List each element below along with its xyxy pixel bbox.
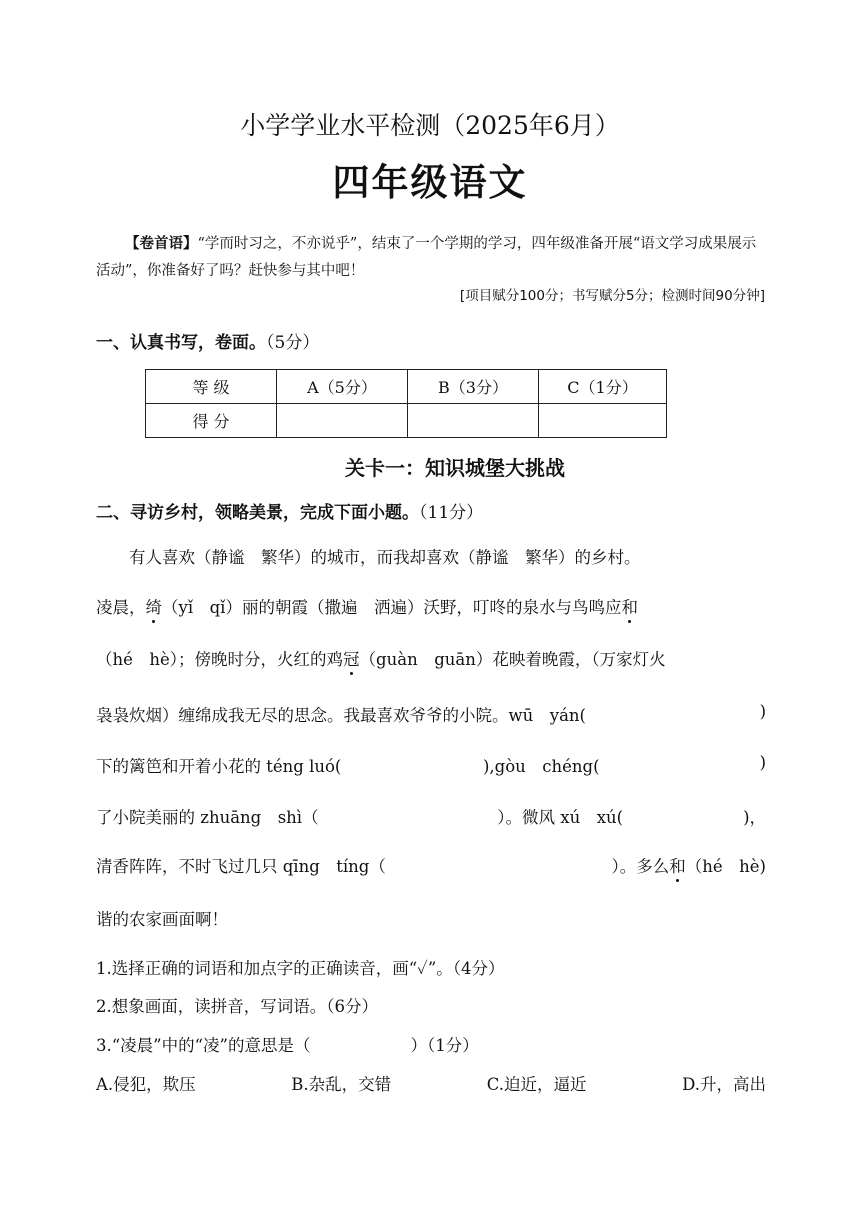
dotted-char: 和 [621, 598, 638, 617]
question-3: 3.“凌晨”中的“凌”的意思是（ ）（1分） [96, 1036, 479, 1055]
answer-blank-end: ) [759, 702, 766, 721]
score-cell[interactable] [277, 404, 408, 438]
section1-title: 一、认真书写，卷面。 [96, 333, 266, 353]
preface-text: “学而时习之，不亦说乎”，结束了一个学期的学习，四年级准备开展“语文学习成果展示活动”，你准备好了吗？赶快参与其中吧！ [96, 236, 757, 279]
question-3-options [96, 1071, 766, 1095]
option-d[interactable]: D.升，高出 [682, 1075, 766, 1094]
challenge-title: 关卡一：知识城堡大挑战 [345, 456, 565, 480]
option-c[interactable]: C.迫近，逼近 [486, 1075, 587, 1094]
table-header-cell: B（3分） [408, 370, 539, 404]
exam-title: 小学学业水平检测（2025年6月） [240, 111, 620, 140]
passage-line: 凌晨，绮（yǐ qǐ）丽的朝霞（撒遍 洒遍）沃野，叮咚的泉水与鸟鸣应和 [96, 598, 638, 617]
section1-heading [96, 328, 319, 353]
table-row [146, 404, 667, 438]
question-2: 2.想象画面，读拼音，写词语。（6分） [96, 997, 378, 1016]
exam-subject: 四年级语文 [332, 161, 528, 204]
dotted-char: 绮 [145, 598, 162, 617]
passage-line: 袅袅炊烟）缠绵成我无尽的思念。我最喜欢爷爷的小院。wū yán( ) [96, 702, 766, 725]
dotted-char: 冠 [343, 650, 360, 669]
table-row-label: 得 分 [146, 404, 277, 438]
table-row [146, 370, 667, 404]
question-1: 1.选择正确的词语和加点字的正确读音，画“✓”。（4分） [96, 959, 505, 978]
passage-line: 了小院美丽的 zhuāng shì（ ）。微风 xú xú( )， [96, 808, 766, 827]
section2-points: （11分） [419, 503, 484, 523]
passage-line: 谐的农家画面啊！ [96, 910, 228, 929]
passage-line: 清香阵阵，不时飞过几只 qīng tíng（ ）。多么和（hé hè) [96, 857, 766, 876]
option-b[interactable]: B.杂乱，交错 [291, 1075, 392, 1094]
table-header-cell: A（5分） [277, 370, 408, 404]
option-a[interactable]: A.侵犯，欺压 [96, 1075, 196, 1094]
score-cell[interactable] [539, 404, 667, 438]
preface [96, 230, 766, 285]
passage-line: 有人喜欢（静谧 繁华）的城市，而我却喜欢（静谧 繁华）的乡村。 [129, 548, 641, 567]
section1-points: （5分） [266, 333, 320, 353]
dotted-char: 和 [669, 857, 686, 876]
table-header-cell: 等 级 [146, 370, 277, 404]
passage-line: （hé hè）；傍晚时分，火红的鸡冠（guàn guān）花映着晚霞，（万家灯火 [96, 650, 666, 669]
scoring-info: [项目赋分100分；书写赋分5分；检测时间90分钟] [459, 288, 765, 304]
section2-title: 二、寻访乡村，领略美景，完成下面小题。 [96, 503, 419, 523]
table-header-cell: C（1分） [539, 370, 667, 404]
score-cell[interactable] [408, 404, 539, 438]
passage-line: 下的篱笆和开着小花的 téng luó( ),gòu chéng( ) [96, 753, 766, 776]
section2-heading [96, 498, 483, 523]
grade-table [145, 369, 667, 438]
preface-label: 【卷首语】 [125, 235, 198, 252]
